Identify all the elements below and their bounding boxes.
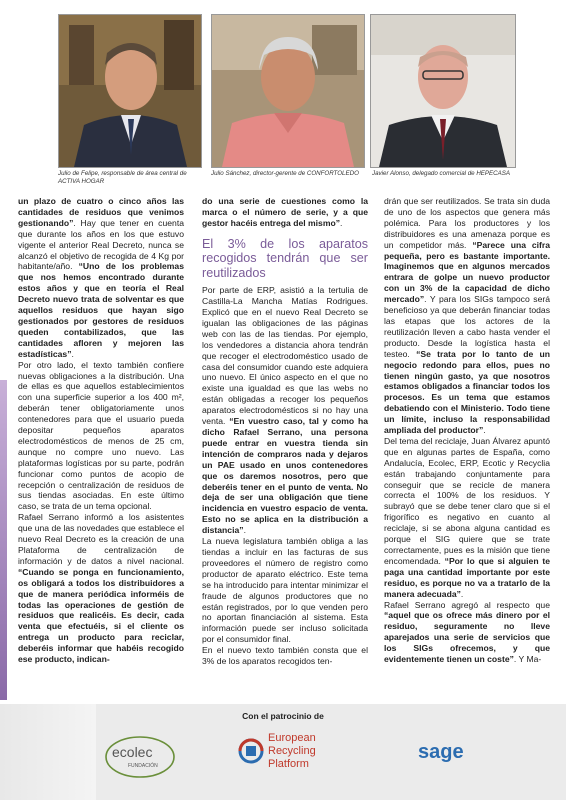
erp-logo	[238, 727, 338, 783]
purple-side-stripe	[0, 380, 7, 700]
body-text: Rafael Serrano informó a los asistentes que una de las novedades que establece el nuevo Real Decreto es la creación de una Plataforma de centralización de información y de datos a nivel nacional.	[18, 512, 184, 566]
caption-photo-3: Javier Alonso, delegado comercial de HEPECASA	[372, 170, 511, 177]
body-text: Del tema del reciclaje, Juan Álvarez apuntó que en algunas partes de España, como Andalucía, Ecolec, ERP, Ecotic y Recyclia están trabajando conjuntamente para conseguir que se recicle de manera correcta el 100% de los residuos. Y subrayó que se debe tener claro que si el frigorífico es negativo en cuanto al reciclaje, si se abona alguna cantidad es porque el SIG quiere que se trate correctamente, pues es la misión que tiene encomendada.	[384, 435, 550, 566]
quote-text: “Uno de los problemas que nos hemos encontrado durante estos años y que en teoría el Real Decreto nuevo trata de solventar es que aquellos residuos que hayan sigo gestionados por gestores de residuos queden contabilizados, que las cantidades afloren y mejoren las estadísticas”	[18, 261, 184, 359]
photo-julio-de-felipe	[58, 14, 202, 168]
body-text: .	[460, 588, 464, 599]
quote-text: “Parece una cifra pequeña, pero es bastante importante. Imaginemos que en algunos mercados entrara de golpe un nuevo productor con un 3% de la capacidad de dicho mercado”	[384, 239, 551, 305]
caption-photo-2: Julio Sánchez, director-gerente de CONFORTOLEDO	[211, 170, 359, 177]
body-text: Por otro lado, el texto también confiere nuevas obligaciones a la distribución. Una de ellas es que aquellos establecimientos con una superficie superior a los 400 m², deberán tener obligatoriamente unos contenedores para que el usuario pueda depositar pequeños aparatos electrodomésticos de menos de 25 cm, aunque no compre uno nuevo. Las plataformas logísticas por su parte, podrán funcionar como puntos de acopio de recepción o centralización de residuos de sus tiendas asociadas. En este último caso, se trata de un tema opcional.	[18, 359, 184, 512]
caption-photo-1	[58, 170, 208, 186]
paragraph	[384, 600, 550, 665]
quote-text: “Se trata por lo tanto de un negocio redondo para ellos, pues no tienen ningún gasto, ya que nosotros estamos obligados a financiar todos los procesos. Es un tema que estamos debatiendo con el Ministerio. Todo tiene un límite, incluso la responsabilidad ampliada del productor”	[384, 348, 551, 436]
paragraph	[202, 196, 368, 229]
text-column-2	[202, 196, 368, 667]
column-2-body	[202, 285, 368, 667]
body-text: .	[340, 217, 343, 228]
quote-text: do una serie de cuestiones como la marca o el número de serie, y a que gestor hacéis entrega del mismo”	[202, 196, 368, 228]
photo-julio-sanchez	[211, 14, 365, 168]
body-text: En el nuevo texto también consta que el 3% de los aparatos recogidos ten-	[202, 645, 368, 667]
photo-javier-alonso	[370, 14, 516, 168]
erp-line-1: European	[268, 732, 316, 744]
body-text: . Hay que tener en cuenta que durante los años en los que estuvo vigente el anterior Real Decreto, nunca se alcanzó el objetivo de recogida de 4 Kg por habitante/año.	[18, 217, 184, 272]
quote-text: “Por lo que si alguien te paga una cantidad importante por este residuo, es porque no va a tratarlo de la manera adecuada”	[384, 555, 551, 599]
body-text: . Y Ma-	[513, 654, 542, 665]
ecolec-logo	[104, 733, 194, 783]
ecolec-wordmark: ecolec	[112, 744, 153, 760]
paragraph	[384, 196, 550, 436]
body-text: drán que ser reutilizados. Se trata sin duda de uno de los aspectos que genera más polémica. Para los productores y los distribuidores es una amenaza porque es un competidor más.	[384, 196, 550, 250]
body-text: .	[483, 425, 486, 436]
paragraph	[18, 512, 184, 665]
body-text: Por parte de ERP, asistió a la tertulia de Castilla-La Mancha Matías Rodrigues. Explicó que en el nuevo Real Decreto se igualan las obligaciones de las páginas web con las de las tiendas. Por ejemplo, los vendedores a distancia ahora tendrán que recoger el electrodoméstico usado de casa del consumidor cuando este adquiera uno nuevo. El único aspecto en el que no existe una igualdad es que las webs no están obligadas a recoger los pequeños aparatos electrodomésticos si no hay una venta.	[202, 285, 368, 427]
paragraph	[202, 536, 368, 645]
quote-text: “En vuestro caso, tal y como ha dicho Rafael Serrano, una persona puede entrar en vuestra tienda sin intención de compraros nada y dejaros un PAE usado en unos contenedores que os daremos nosotros, pero que deberéis tener en el punto de venta. No deja de ser una obligación que tiene incidencia en vuestro espacio de venta. Esto no se aplica en la distribución a distancia”	[202, 416, 368, 536]
sponsor-label: Con el patrocinio de	[242, 711, 324, 721]
erp-line-3: Platform	[268, 758, 309, 770]
body-text: Rafael Serrano agregó al respecto que	[384, 599, 550, 610]
ecolec-subtitle: FUNDACIÓN	[128, 763, 158, 769]
paragraph	[202, 285, 368, 536]
paragraph	[18, 196, 184, 360]
sage-wordmark: sage	[418, 741, 464, 763]
quote-text: un plazo de cuatro o cinco años las cantidades de residuos que venimos gestionando”	[18, 196, 184, 228]
body-text: .	[243, 525, 246, 536]
paragraph	[384, 436, 550, 600]
caption-line: Julio de Felipe, responsable de área central de	[58, 170, 187, 177]
quote-text: “Cuando se ponga en funcionamiento, os obligará a todos los distribuidores a que de manera periódica informéis de todas las operaciones de gestión de residuos que realicéis. Es decir, cada venta que efectuéis, si el cliente os entrega un producto para reciclar, deberéis informar que habéis recogido ese producto, indican-	[18, 566, 184, 665]
body-text: . Y para los SIGs tampoco será beneficioso ya que deberán financiar todas las etapas que los actores de la reutilización lleven a cabo hasta vender el producto. Desde la logística hasta el testeo.	[384, 294, 550, 359]
body-text: .	[71, 348, 74, 359]
text-column-1	[18, 196, 184, 665]
column-2-intro	[202, 196, 368, 229]
body-text: La nueva legislatura también obliga a las tiendas a incluir en las facturas de sus proveedores el número de registro como productor de aparato eléctrico. Este tema se ha introducido para intentar minimizar el fraude de algunos productores que no están registrados, por lo que venden pero no aportan financiación al sistema. Esta información puede ser incluso solicitada por el consumidor final.	[202, 536, 368, 645]
text-column-3	[384, 196, 550, 665]
caption-line: ACTIVA HOGAR	[58, 178, 105, 185]
quote-text: “aquel que os ofrece más dinero por el residuo, seguramente no lleve aparejados una serie de servicios que los SIGs ofrecemos, y que evidentemente tienen un coste”	[384, 610, 550, 665]
erp-line-2: Recycling	[268, 745, 316, 757]
paragraph	[18, 360, 184, 513]
sage-logo	[416, 738, 476, 768]
section-heading: El 3% de los aparatos recogidos tendrán que ser reutilizados	[202, 236, 368, 280]
paragraph	[202, 645, 368, 667]
